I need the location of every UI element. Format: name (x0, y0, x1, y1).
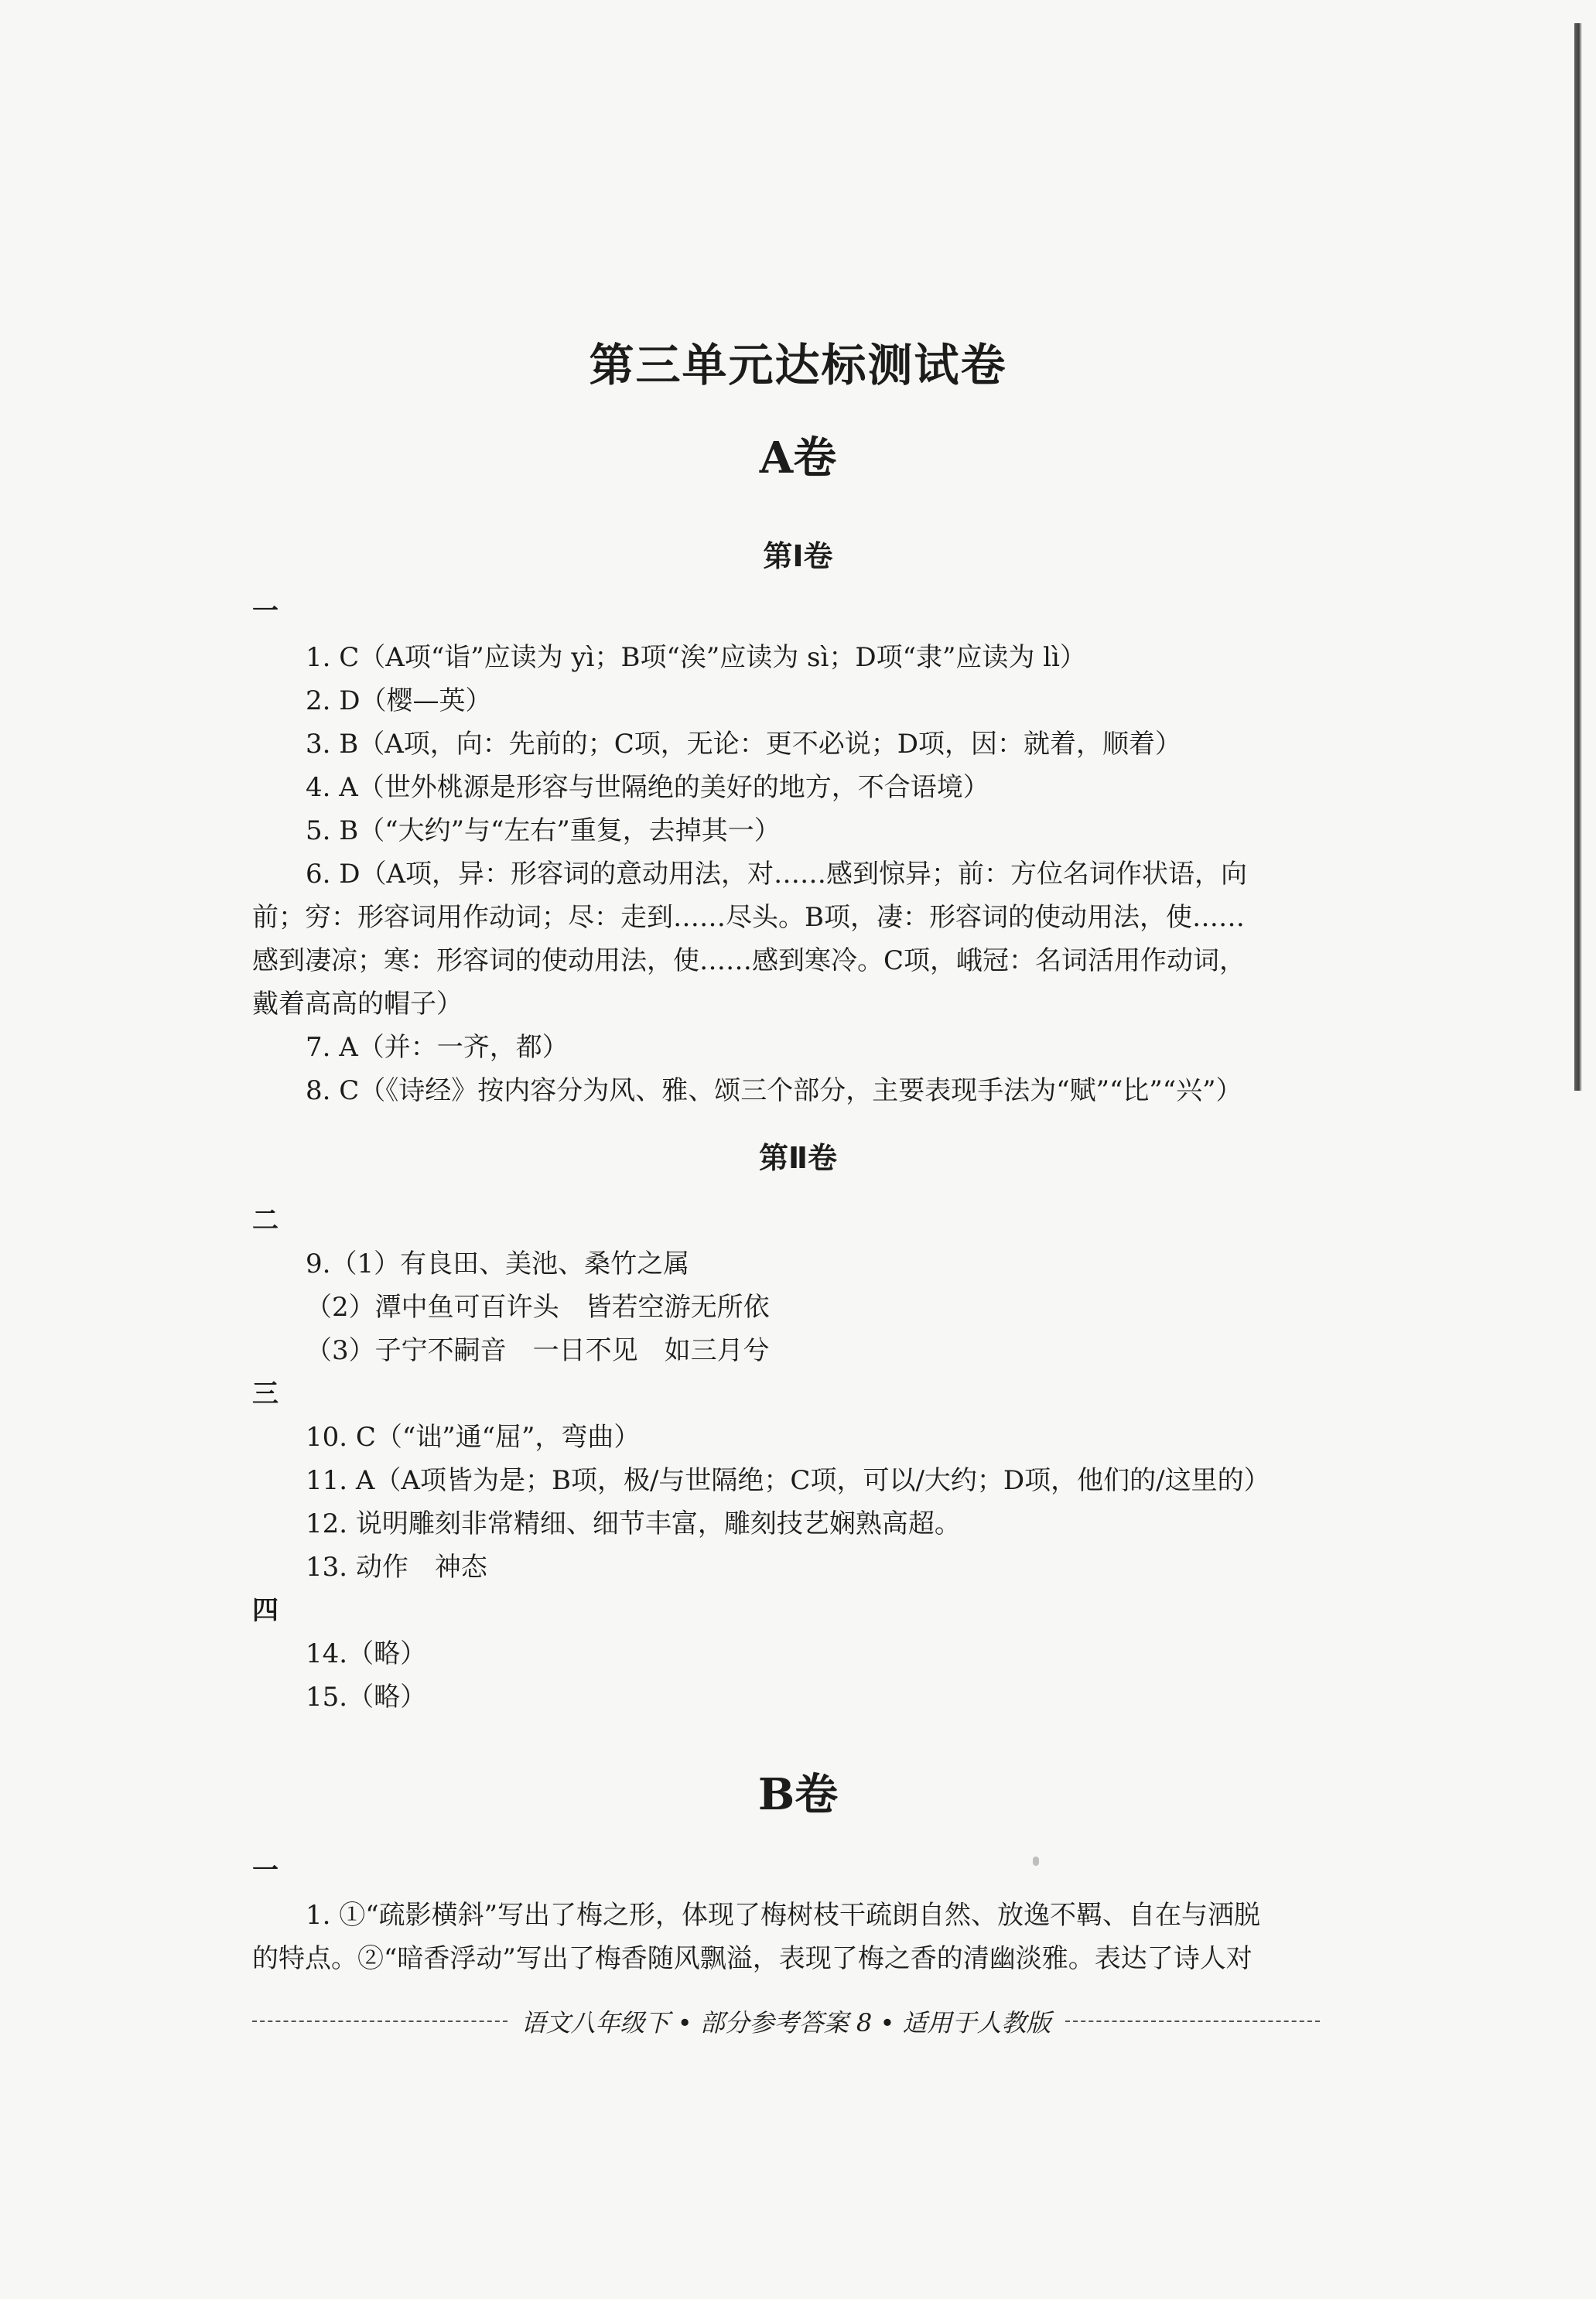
answer-8: 8. C（《诗经》按内容分为风、雅、颂三个部分，主要表现手法为“赋”“比”“兴”） (306, 1075, 1242, 1106)
answer-13: 13. 动作 神态 (306, 1552, 487, 1583)
answer-5: 5. B（“大约”与“左右”重复，去掉其一） (306, 815, 781, 846)
answer-6-line-2: 前；穷：形容词用作动词；尽：走到……尽头。B项，凄：形容词的使动用法，使…… (252, 902, 1245, 933)
answer-9-1: 9.（1）有良田、美池、桑竹之属 (306, 1249, 690, 1279)
page-footer (252, 2004, 1320, 2039)
volume-a-heading: A卷 (759, 432, 837, 483)
answer-6-line-3: 感到凄凉；寒：形容词的使动用法，使……感到寒冷。C项，峨冠：名词活用作动词， (252, 945, 1246, 976)
footer-text: 语文八年级下 • 部分参考答案 8 • 适用于人教版 (521, 2008, 1051, 2038)
b-answer-1-line-2: 的特点。②“暗香浮动”写出了梅香随风飘溢，表现了梅之香的清幽淡雅。表达了诗人对 (252, 1943, 1253, 1974)
section-3-label: 三 (252, 1378, 279, 1409)
answer-9-3: （3）子宁不嗣音 一日不见 如三月兮 (306, 1335, 770, 1366)
answer-1: 1. C（A项“诣”应读为 yì；B项“涘”应读为 sì；D项“隶”应读为 lì） (306, 642, 1086, 673)
b-answer-1-line-1: 1. ①“疏影横斜”写出了梅之形，体现了梅树枝干疏朗自然、放逸不羁、自在与洒脱 (306, 1900, 1261, 1931)
part-1-heading: 第Ⅰ卷 (763, 539, 833, 573)
answer-11: 11. A（A项皆为是；B项，极/与世隔绝；C项，可以/大约；D项，他们的/这里的） (306, 1465, 1270, 1496)
scan-speck (1033, 1857, 1039, 1866)
page-title: 第三单元达标测试卷 (589, 339, 1007, 391)
section-2-label: 二 (252, 1205, 279, 1236)
part-2-heading: 第Ⅱ卷 (758, 1141, 838, 1175)
answer-6-line-1: 6. D（A项，异：形容词的意动用法，对……感到惊异；前：方位名词作状语，向 (306, 859, 1248, 890)
answer-7: 7. A（并：一齐，都） (306, 1032, 569, 1063)
answer-4: 4. A（世外桃源是形容与世隔绝的美好的地方，不合语境） (306, 772, 989, 803)
answer-10: 10. C（“诎”通“屈”，弯曲） (306, 1422, 641, 1453)
b-section-1-label: 一 (252, 1855, 279, 1886)
volume-b-heading: B卷 (757, 1769, 839, 1820)
answer-6-line-4: 戴着高高的帽子） (252, 989, 463, 1020)
answer-14: 14.（略） (306, 1638, 427, 1669)
section-1-label: 一 (252, 596, 279, 627)
footer-rule-right (1065, 2021, 1321, 2022)
section-4-label: 四 (252, 1595, 279, 1626)
answer-15: 15.（略） (306, 1682, 427, 1713)
answer-2: 2. D（樱—英） (306, 685, 492, 716)
answer-3: 3. B（A项，向：先前的；C项，无论：更不必说；D项，因：就着，顺着） (306, 729, 1182, 760)
answer-12: 12. 说明雕刻非常精细、细节丰富，雕刻技艺娴熟高超。 (306, 1508, 961, 1539)
footer-rule-left (252, 2021, 508, 2022)
answer-9-2: （2）潭中鱼可百许头 皆若空游无所依 (306, 1292, 770, 1323)
